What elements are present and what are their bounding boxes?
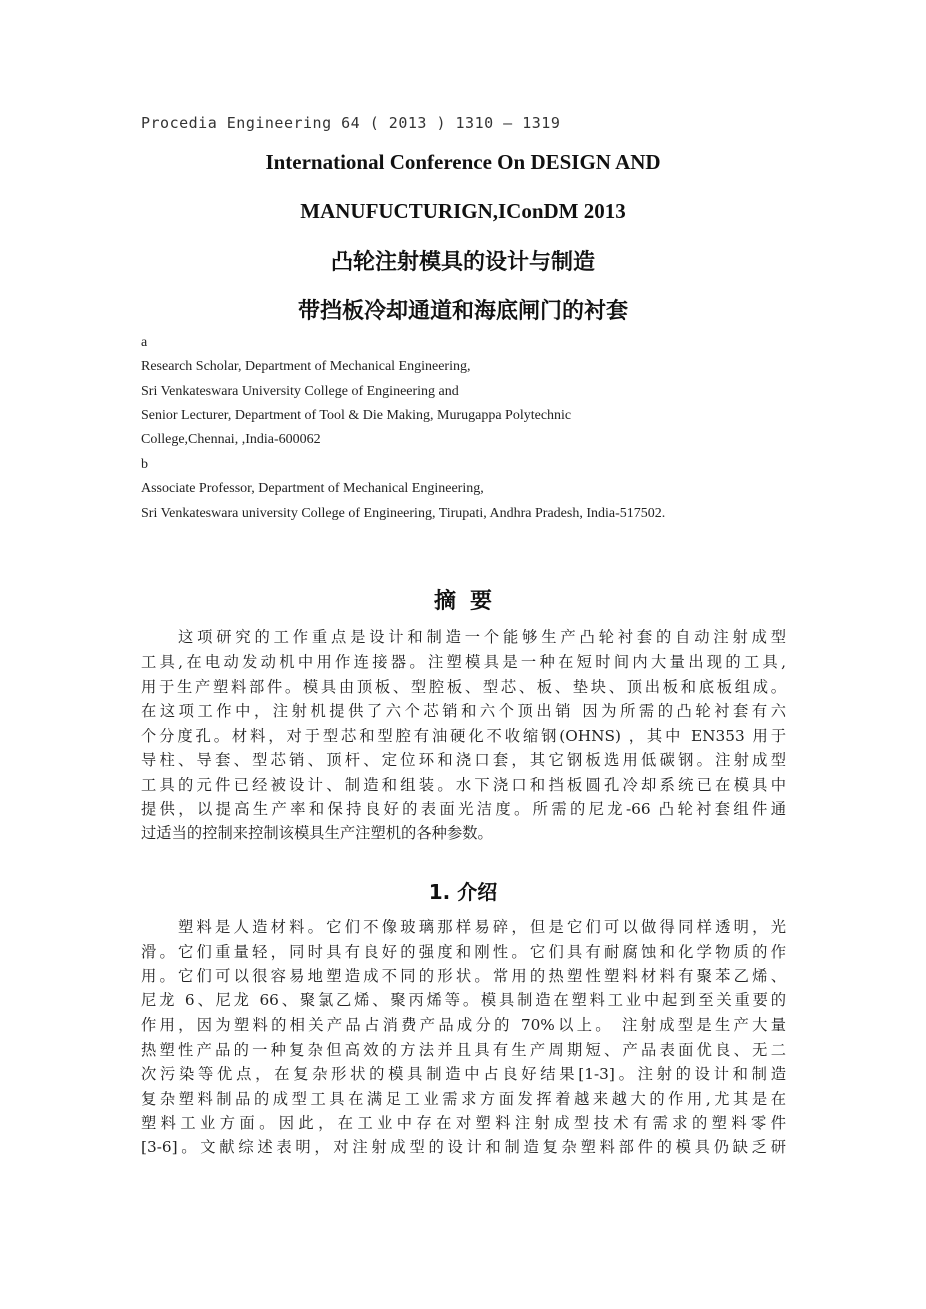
abstract-line: 个分度孔。材料，对于型芯和型腔有油硬化不收缩钢(OHNS) ，其中 EN353 用于	[141, 727, 786, 745]
abstract-line: 提供，以提高生产率和保持良好的表面光洁度。所需的尼龙-66 凸轮衬套组件通	[141, 800, 786, 818]
intro-line: 复杂塑料制品的成型工具在满足工业需求方面发挥着越来越大的作用,尤其是在	[141, 1090, 786, 1108]
intro-line: 次污染等优点，在复杂形状的模具制造中占良好结果[1-3]。注射的设计和制造	[141, 1065, 786, 1083]
intro-line: 滑。它们重量轻，同时具有良好的强度和刚性。它们具有耐腐蚀和化学物质的作	[141, 943, 786, 961]
affiliation-marker-b: b	[141, 457, 148, 472]
abstract-line: 导柱、导套、型芯销、顶杆、定位环和浇口套，其它钢板选用低碳钢。注射成型	[141, 751, 786, 769]
intro-line: 作用，因为塑料的相关产品占消费产品成分的 70%以上。 注射成型是生产大量	[141, 1016, 786, 1034]
abstract-line: 工具的元件已经被设计、制造和组装。水下浇口和挡板圆孔冷却系统已在模具中	[141, 776, 786, 794]
paper-title-line-2: 带挡板冷却通道和海底闸门的衬套	[297, 299, 628, 324]
affiliation-line: Associate Professor, Department of Mechanical Engineering,	[141, 481, 484, 496]
intro-line: 热塑性产品的一种复杂但高效的方法并且具有生产周期短、产品表面优良、无二	[141, 1041, 786, 1059]
intro-line: [3-6]。文献综述表明，对注射成型的设计和制造复杂塑料部件的模具仍缺乏研	[141, 1138, 786, 1156]
intro-line: 塑料是人造材料。它们不像玻璃那样易碎，但是它们可以做得同样透明，光	[178, 918, 786, 936]
abstract-line: 在这项工作中，注射机提供了六个芯销和六个顶出销 因为所需的凸轮衬套有六	[141, 702, 786, 720]
conference-title-line-2: MANUFUCTURIGN,IConDM 2013	[300, 199, 626, 223]
abstract-heading: 摘要	[433, 589, 506, 614]
intro-heading: 1. 介绍	[428, 880, 498, 904]
abstract-line: 这项研究的工作重点是设计和制造一个能够生产凸轮衬套的自动注射成型	[178, 628, 786, 646]
affiliation-line: Senior Lecturer, Department of Tool & Die Making, Murugappa Polytechnic	[141, 408, 572, 423]
affiliation-line: Research Scholar, Department of Mechanical Engineering,	[141, 359, 471, 374]
affiliation-line: College,Chennai, ,India-600062	[141, 432, 321, 447]
affiliation-marker-a: a	[141, 335, 148, 350]
intro-line: 尼龙 6、尼龙 66、聚氯乙烯、聚丙烯等。模具制造在塑料工业中起到至关重要的	[141, 991, 786, 1009]
abstract-line: 用于生产塑料部件。模具由顶板、型腔板、型芯、板、垫块、顶出板和底板组成。	[141, 678, 786, 696]
intro-line: 用。它们可以很容易地塑造成不同的形状。常用的热塑性塑料材料有聚苯乙烯、	[141, 967, 786, 985]
affiliation-line: Sri Venkateswara University College of Engineering and	[141, 384, 459, 399]
abstract-line: 过适当的控制来控制该模具生产注塑机的各种参数。	[141, 824, 493, 842]
affiliation-line: Sri Venkateswara university College of Engineering, Tirupati, Andhra Pradesh, India-517502.	[141, 506, 666, 521]
paper-title-line-1: 凸轮注射模具的设计与制造	[330, 250, 595, 275]
conference-title-line-1: International Conference On DESIGN AND	[265, 150, 661, 174]
abstract-line: 工具,在电动发动机中用作连接器。注塑模具是一种在短时间内大量出现的工具,	[141, 653, 786, 671]
intro-line: 塑料工业方面。因此，在工业中存在对塑料注射成型技术有需求的塑料零件	[141, 1114, 786, 1132]
citation-line: Procedia Engineering 64 ( 2013 ) 1310 – 1319	[141, 114, 561, 132]
